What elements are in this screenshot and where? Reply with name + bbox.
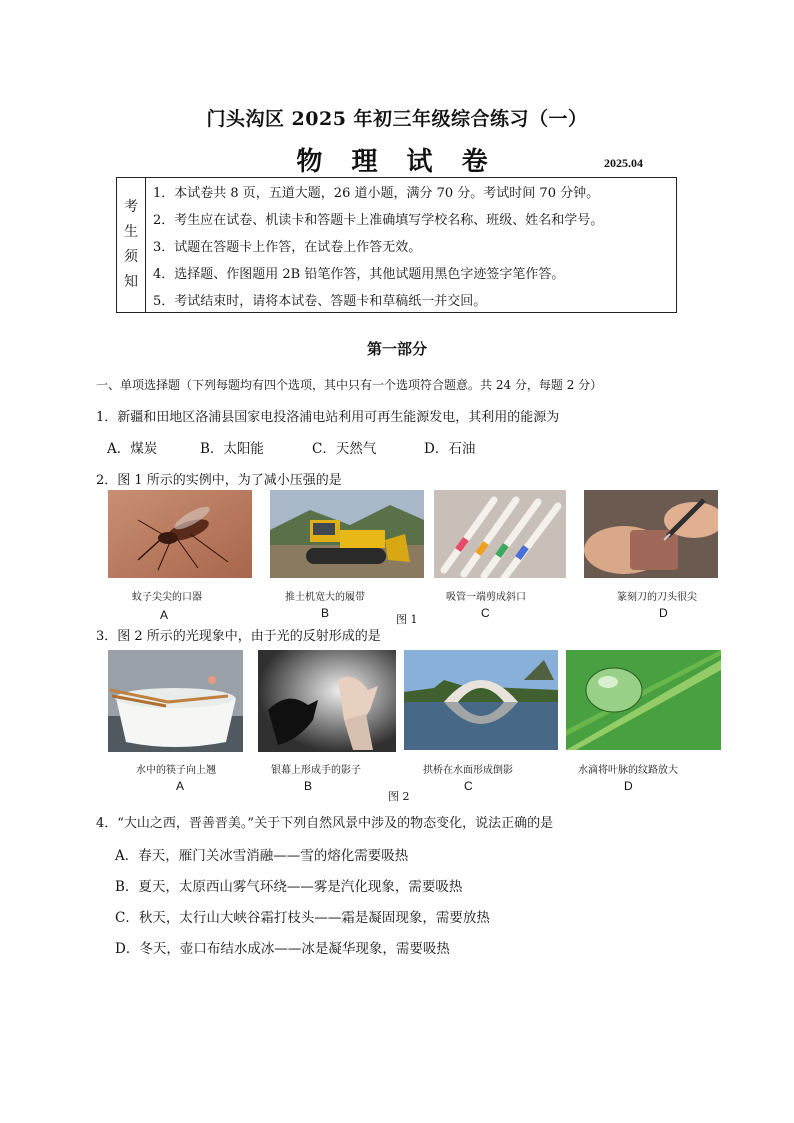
chopsticks-bowl-photo bbox=[108, 650, 243, 752]
figure-label: 图 1 bbox=[396, 613, 418, 626]
hand-shadow-photo bbox=[258, 650, 396, 752]
notice-side-char: 生 bbox=[124, 224, 138, 240]
q1-option-b: B．太阳能 bbox=[200, 441, 264, 457]
q1-option-c: C．天然气 bbox=[312, 441, 377, 457]
straws-photo bbox=[434, 490, 566, 578]
bulldozer-photo bbox=[270, 490, 424, 578]
exam-date: 2025.04 bbox=[604, 156, 643, 170]
q1-option-a: A．煤炭 bbox=[107, 441, 158, 457]
water-drop-leaf-photo bbox=[566, 650, 721, 750]
figure-letter: A bbox=[176, 779, 185, 793]
figure-letter: B bbox=[304, 779, 313, 793]
notice-items bbox=[153, 180, 603, 315]
figure-letter: D bbox=[624, 779, 633, 793]
question-1-stem: 1．新疆和田地区洛浦县国家电投洛浦电站利用可再生能源发电，其利用的能源为 bbox=[96, 410, 560, 425]
exam-subtitle: 物 理 试 卷 bbox=[296, 147, 498, 177]
notice-item: 1．本试卷共 8 页，五道大题，26 道小题，满分 70 分。考试时间 70 分钟。 bbox=[153, 186, 600, 201]
arch-bridge-photo bbox=[404, 650, 558, 750]
part-heading: 第一部分 bbox=[366, 340, 427, 358]
notice-side-label bbox=[117, 178, 146, 312]
question-3-stem: 3．图 2 所示的光现象中，由于光的反射形成的是 bbox=[96, 629, 381, 644]
carving-knife-photo bbox=[584, 490, 718, 578]
figure-caption: 水滴将叶脉的纹路放大 bbox=[578, 765, 678, 776]
q1-option-d: D．石油 bbox=[424, 441, 476, 457]
section-heading: 一、单项选择题（下列每题均有四个选项，其中只有一个选项符合题意。共 24 分，每题 2 分） bbox=[96, 378, 603, 392]
notice-side-char: 知 bbox=[124, 274, 138, 290]
notice-item: 2．考生应在试卷、机读卡和答题卡上准确填写学校名称、班级、姓名和学号。 bbox=[153, 213, 604, 228]
q4-option-c: C．秋天，太行山大峡谷霜打枝头——霜是凝固现象，需要放热 bbox=[115, 910, 490, 926]
notice-item: 4．选择题、作图题用 2B 铅笔作答，其他试题用黑色字迹签字笔作答。 bbox=[153, 267, 565, 282]
question-2-stem: 2．图 1 所示的实例中，为了减小压强的是 bbox=[96, 473, 342, 488]
mosquito-photo bbox=[108, 490, 252, 578]
figure-caption: 银幕上形成手的影子 bbox=[271, 765, 361, 776]
notice-side-char: 考 bbox=[124, 199, 138, 215]
question-4-stem: 4．“大山之西，晋善晋美。”关于下列自然风景中涉及的物态变化，说法正确的是 bbox=[96, 816, 554, 831]
q4-option-d: D．冬天，壶口布结水成冰——冰是凝华现象，需要吸热 bbox=[115, 941, 450, 957]
figure-caption: 水中的筷子向上翘 bbox=[136, 765, 216, 776]
figure-caption: 拱桥在水面形成倒影 bbox=[423, 765, 513, 776]
exam-notice-box bbox=[116, 177, 677, 313]
figure-caption: 蚊子尖尖的口器 bbox=[132, 592, 202, 603]
notice-side-char: 须 bbox=[124, 249, 138, 265]
exam-title: 门头沟区 2025 年初三年级综合练习（一） bbox=[206, 108, 588, 130]
q4-option-a: A．春天，雁门关冰雪消融——雪的熔化需要吸热 bbox=[115, 848, 409, 864]
figure-letter: C bbox=[464, 779, 473, 793]
figure-caption: 篆刻刀的刀头很尖 bbox=[617, 592, 697, 603]
figure-letter: B bbox=[321, 606, 330, 620]
figure-letter: A bbox=[160, 608, 169, 622]
figure-letter: D bbox=[659, 606, 668, 620]
notice-item: 5．考试结束时，请将本试卷、答题卡和草稿纸一并交回。 bbox=[153, 294, 487, 309]
figure-caption: 推土机宽大的履带 bbox=[285, 592, 365, 603]
notice-item: 3．试题在答题卡上作答，在试卷上作答无效。 bbox=[153, 240, 422, 255]
figure-caption: 吸管一端剪成斜口 bbox=[446, 592, 526, 603]
figure-label: 图 2 bbox=[388, 790, 410, 803]
figure-letter: C bbox=[481, 606, 490, 620]
q4-option-b: B．夏天，太原西山雾气环绕——雾是汽化现象，需要吸热 bbox=[115, 879, 463, 895]
